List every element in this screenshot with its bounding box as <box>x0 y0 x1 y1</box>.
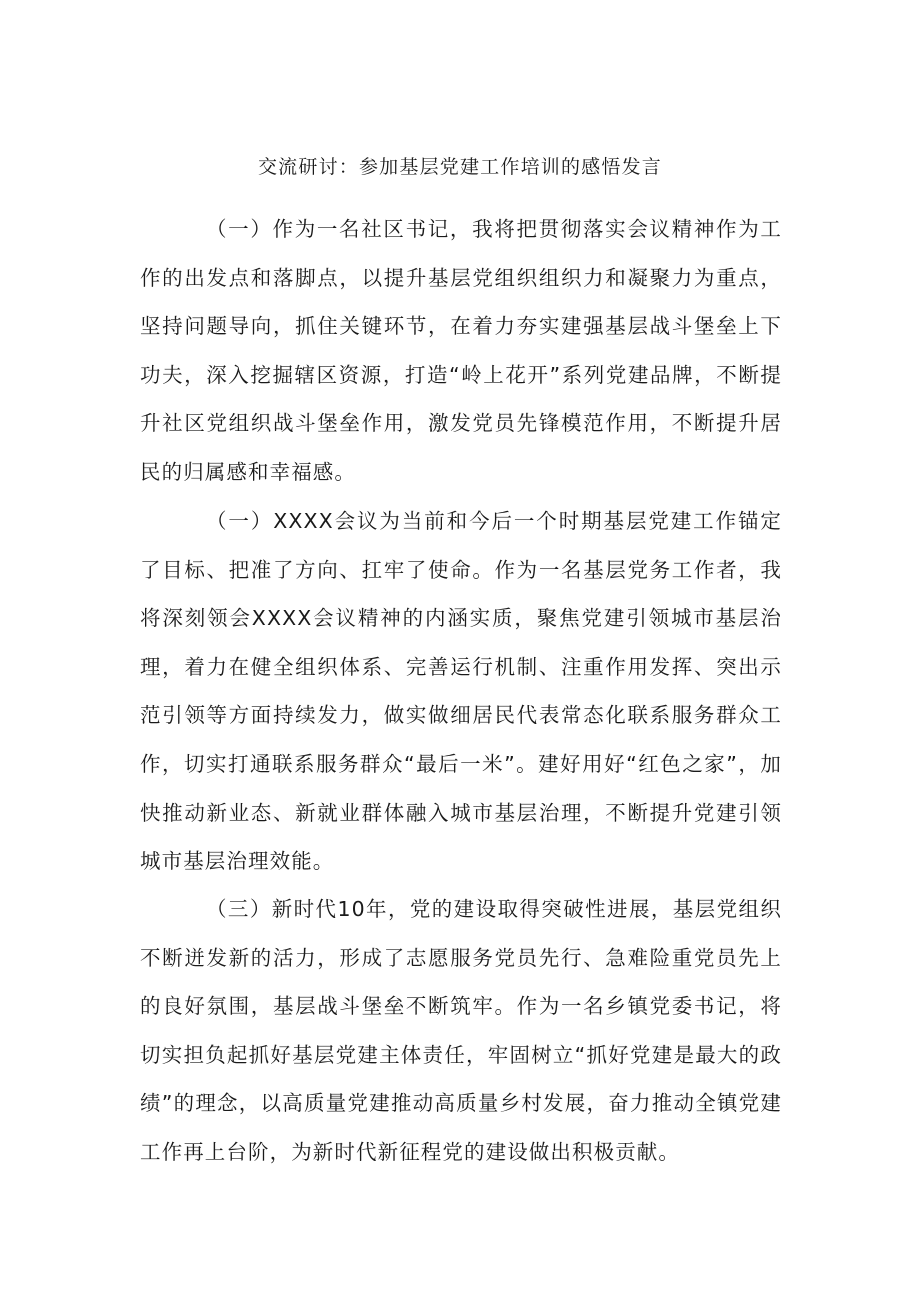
document-title: 交流研讨：参加基层党建工作培训的感悟发言 <box>257 156 662 178</box>
paragraph-2: （一）XXXX会议为当前和今后一个时期基层党建工作锚定了目标、把准了方向、扛牢了使命。作为一名基层党务工作者，我将深刻领会XXXX会议精神的内涵实质，聚焦党建引领城市基层治理，着力在健全组织体系、完善运行机制、注重作用发挥、突出示范引领等方面持续发力，做实做细居民代表常态化联系服务群众工作，切实打通联系服务群众“最后一米”。建好用好“红色之家”，加快推动新业态、新就业群体融入城市基层治理，不断提升党建引领城市基层治理效能。 <box>140 509 782 874</box>
paragraph-1: （一）作为一名社区书记，我将把贯彻落实会议精神作为工作的出发点和落脚点，以提升基层党组织组织力和凝聚力为重点，坚持问题导向，抓住关键环节，在着力夯实建强基层战斗堡垒上下功夫，深入挖掘辖区资源，打造“岭上花开”系列党建品牌，不断提升社区党组织战斗堡垒作用，激发党员先锋模范作用，不断提升居民的归属感和幸福感。 <box>140 217 782 484</box>
paragraph-3: （三）新时代10年，党的建设取得突破性进展，基层党组织不断迸发新的活力，形成了志愿服务党员先行、急难险重党员先上的良好氛围，基层战斗堡垒不断筑牢。作为一名乡镇党委书记，将切实担负起抓好基层党建主体责任，牢固树立“抓好党建是最大的政绩”的理念，以高质量党建推动高质量乡村发展，奋力推动全镇党建工作再上台阶，为新时代新征程党的建设做出积极贡献。 <box>140 897 782 1164</box>
